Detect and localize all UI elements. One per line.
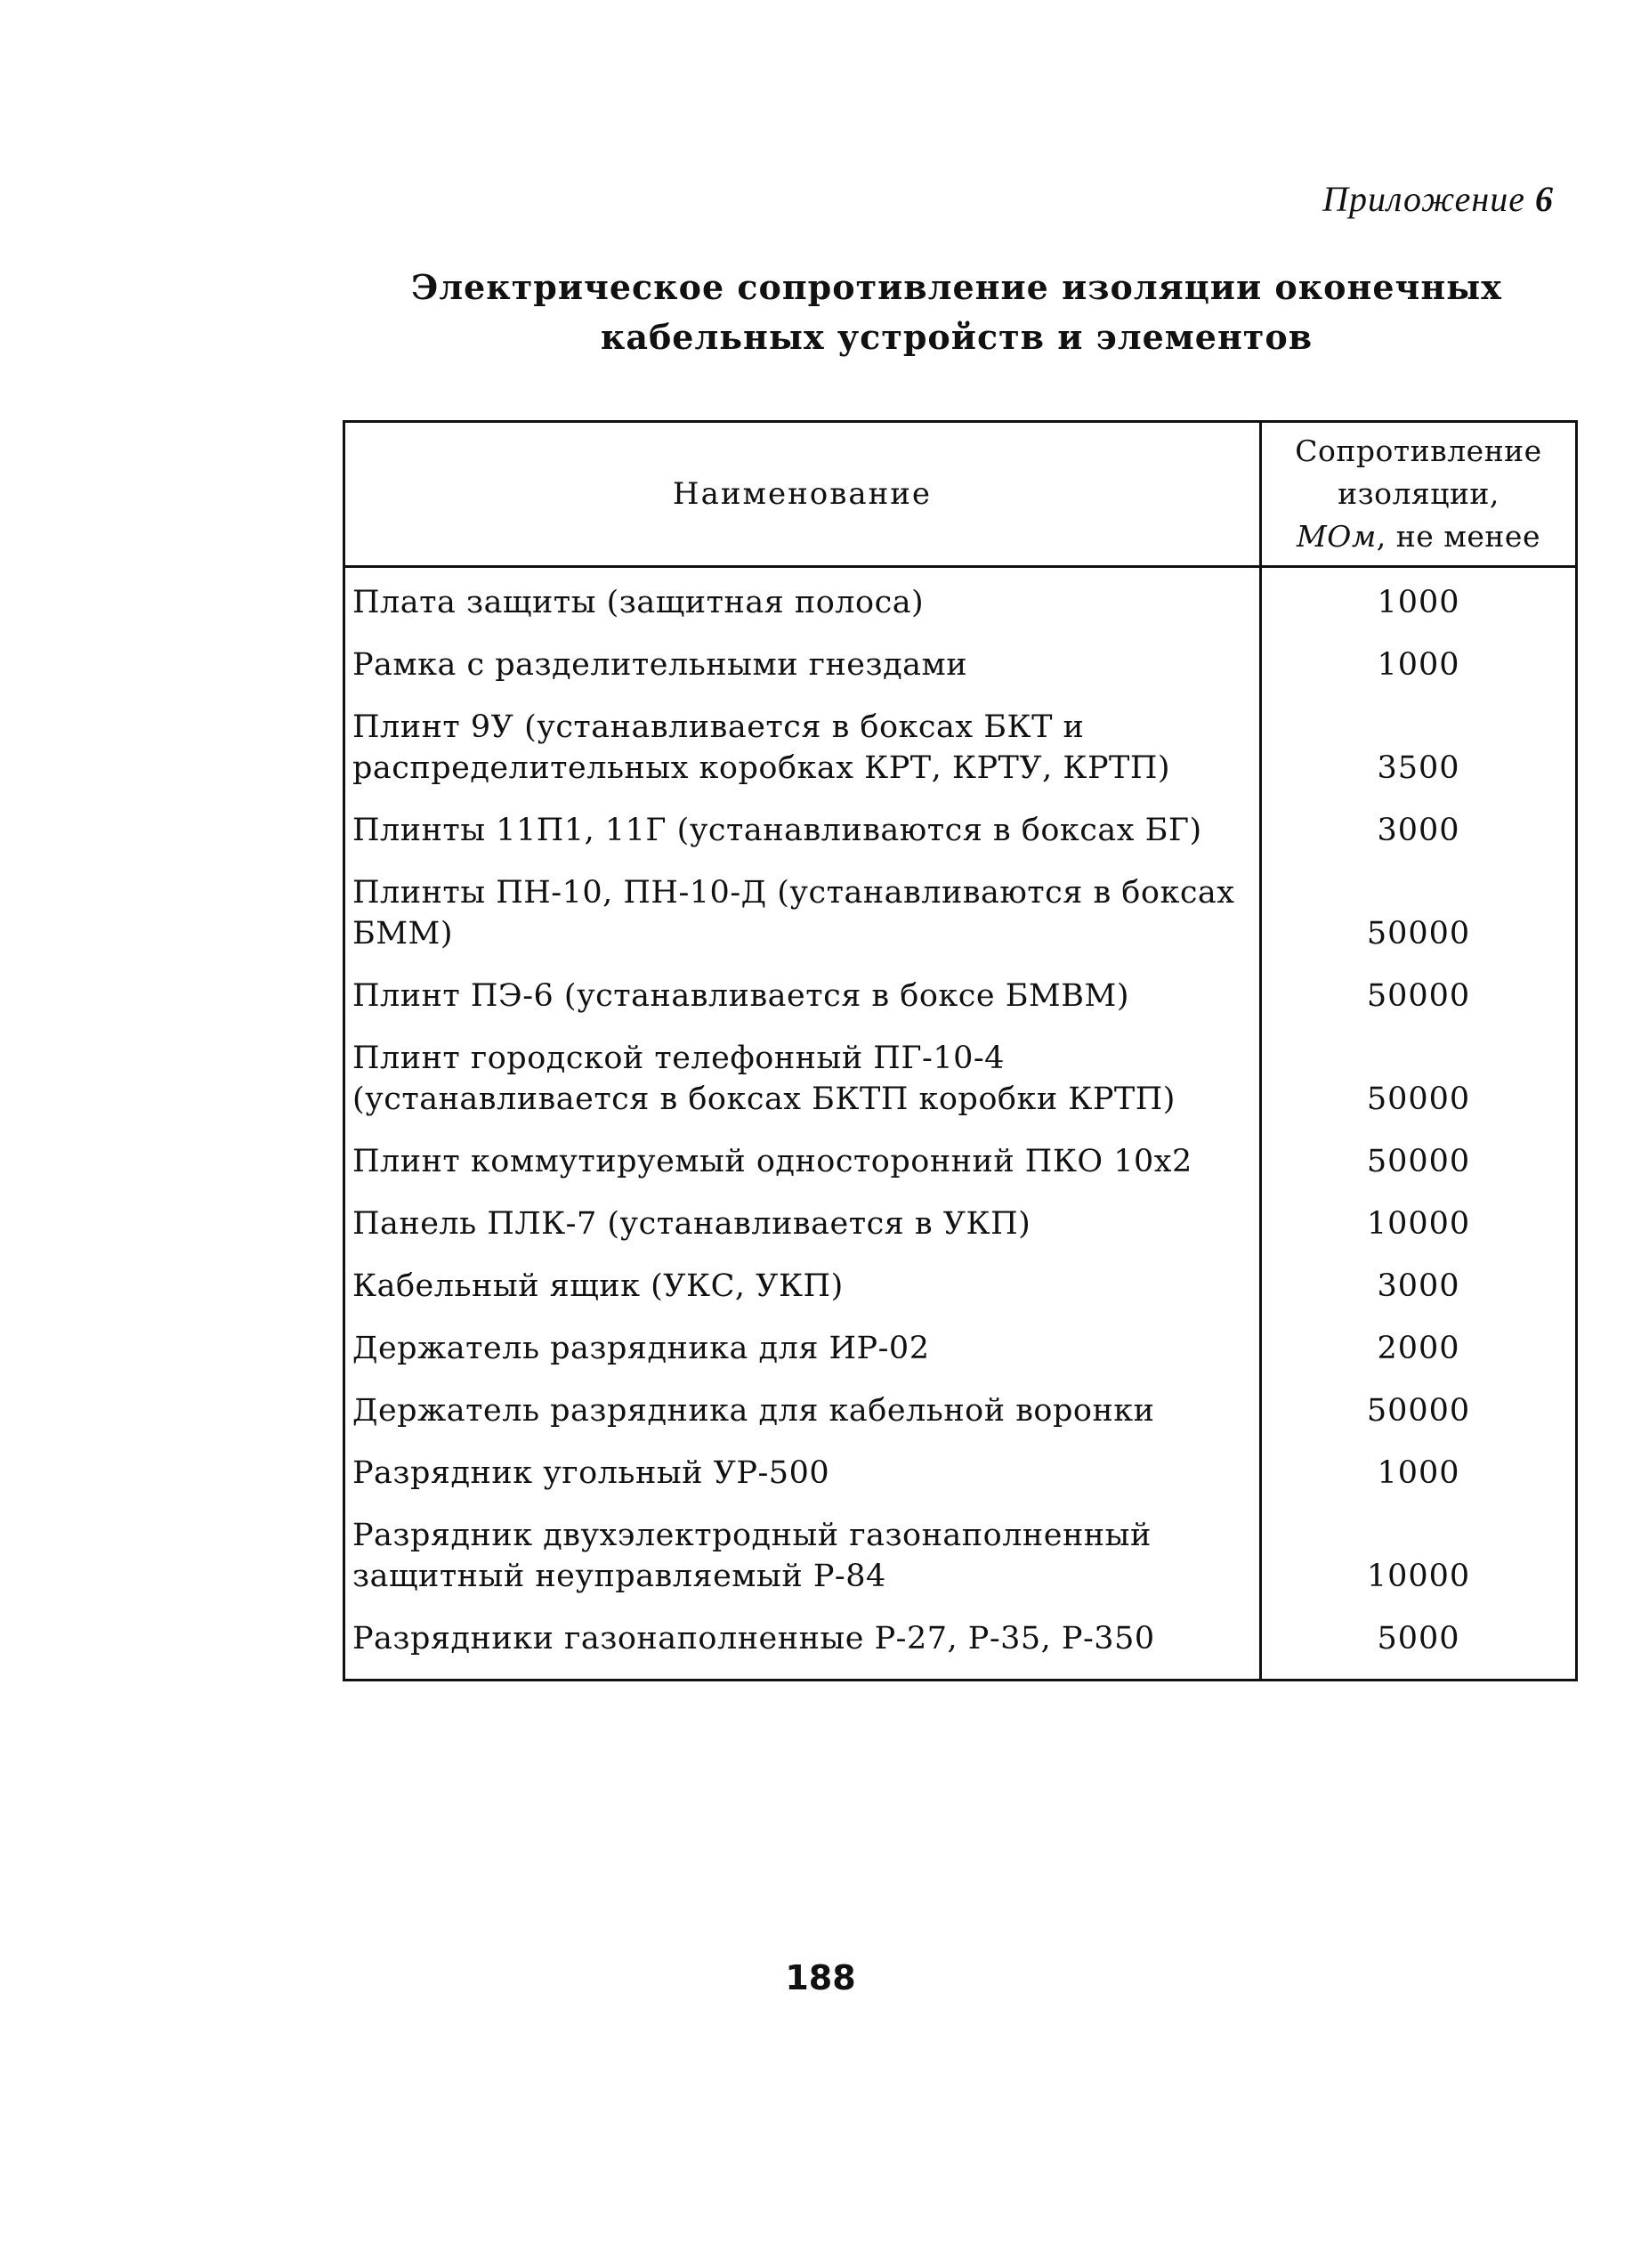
row-value: 50000: [1366, 1081, 1471, 1117]
row-value: 1000: [1377, 1455, 1460, 1491]
row-value: 50000: [1366, 1144, 1471, 1179]
row-value: 1000: [1377, 585, 1460, 620]
table-row: [344, 1380, 1577, 1442]
row-value: 1000: [1377, 647, 1460, 683]
title-line-2: кабельных устройств и элементов: [600, 317, 1314, 357]
table-body: [344, 567, 1577, 1681]
resistance-table: [343, 420, 1578, 1681]
row-name: Плинт городской телефонный ПГ-10-4 (устанавливается в боксах БКТП коробки КРТП): [344, 1027, 1261, 1130]
table-row: [344, 567, 1577, 635]
row-name: Разрядник двухэлектродный газонаполненный защитный неуправляемый Р-84: [344, 1504, 1261, 1608]
column-header-resistance-line2: изоляции,: [1338, 476, 1500, 511]
row-value: 50000: [1366, 978, 1471, 1014]
row-value: 10000: [1366, 1559, 1471, 1594]
table-row: [344, 1317, 1577, 1380]
table-row: [344, 862, 1577, 965]
table-row: [344, 799, 1577, 862]
appendix-label: [1322, 178, 1554, 220]
column-header-name: Наименование: [344, 422, 1261, 567]
table-row: [344, 1130, 1577, 1193]
table-header-row: [344, 422, 1577, 567]
table-row: [344, 1255, 1577, 1317]
row-value: 50000: [1366, 916, 1471, 952]
appendix-number: 6: [1535, 179, 1554, 219]
table-row: [344, 1442, 1577, 1504]
row-value: 5000: [1377, 1621, 1460, 1656]
row-value: 3000: [1377, 1268, 1460, 1304]
row-name: Держатель разрядника для кабельной воронки: [344, 1380, 1261, 1442]
unit-suffix: , не менее: [1376, 519, 1540, 554]
document-title: [267, 263, 1641, 362]
row-name: Плинты ПН-10, ПН-10-Д (устанавливаются в боксах БММ): [344, 862, 1261, 965]
row-name: Плата защиты (защитная полоса): [344, 567, 1261, 635]
row-name: Плинт 9У (устанавливается в боксах БКТ и распределительных коробках КРТ, КРТУ, КРТП): [344, 696, 1261, 799]
row-name: Рамка с разделительными гнездами: [344, 634, 1261, 696]
row-value: 2000: [1377, 1331, 1460, 1366]
row-name: Плинт коммутируемый односторонний ПКО 10х2: [344, 1130, 1261, 1193]
table-row: [344, 634, 1577, 696]
row-name: Плинты 11П1, 11Г (устанавливаются в боксах БГ): [344, 799, 1261, 862]
row-value: 3000: [1377, 813, 1460, 848]
row-value: 10000: [1366, 1206, 1471, 1242]
row-name: Разрядники газонаполненные Р-27, Р-35, Р-350: [344, 1608, 1261, 1681]
row-value: 3500: [1377, 750, 1460, 786]
row-name: Разрядник угольный УР-500: [344, 1442, 1261, 1504]
table-row: [344, 1193, 1577, 1255]
table-row: [344, 1608, 1577, 1681]
row-name: Держатель разрядника для ИР-02: [344, 1317, 1261, 1380]
row-name: Кабельный ящик (УКС, УКП): [344, 1255, 1261, 1317]
unit-label: МОм: [1297, 519, 1377, 554]
table-row: [344, 1504, 1577, 1608]
resistance-table-container: [343, 420, 1575, 1681]
row-name: Плинт ПЭ-6 (устанавливается в боксе БМВМ): [344, 965, 1261, 1027]
title-line-1: Электрическое сопротивление изоляции оконечных: [411, 267, 1502, 307]
table-row: [344, 1027, 1577, 1130]
row-value: 50000: [1366, 1393, 1471, 1429]
column-header-resistance-line1: Сопротивление: [1295, 433, 1542, 468]
column-header-resistance-line3: [1262, 515, 1575, 558]
table-row: [344, 696, 1577, 799]
column-header-resistance: [1261, 422, 1577, 567]
table-row: [344, 965, 1577, 1027]
row-name: Панель ПЛК-7 (устанавливается в УКП): [344, 1193, 1261, 1255]
appendix-label-text: Приложение: [1322, 179, 1525, 219]
page-number: 188: [785, 1958, 856, 1997]
